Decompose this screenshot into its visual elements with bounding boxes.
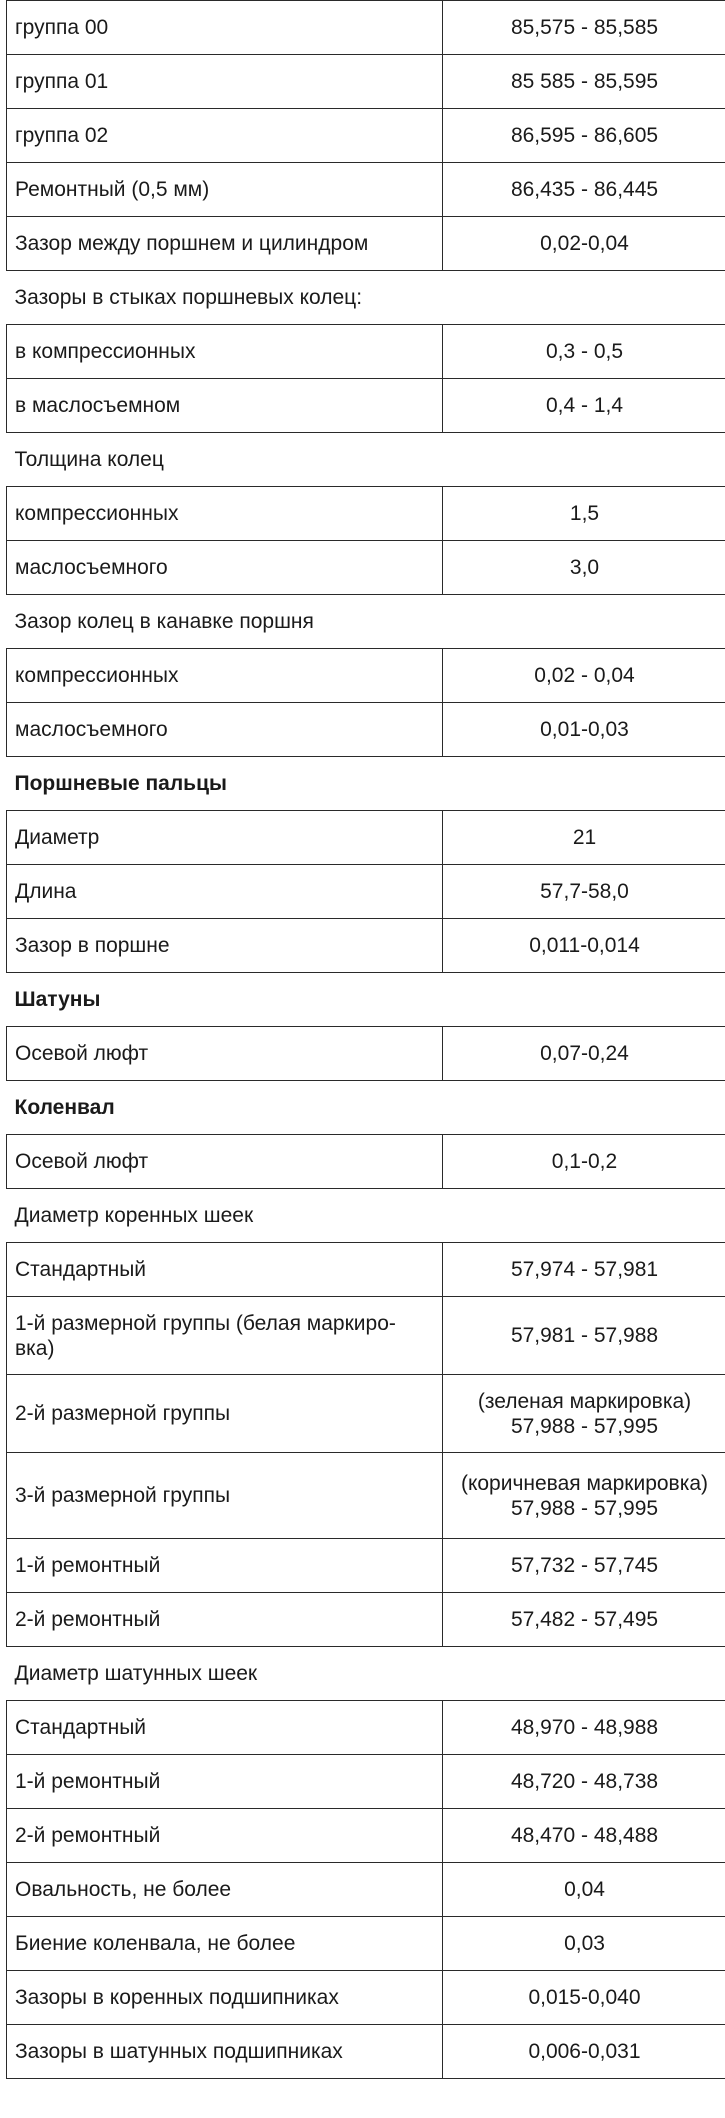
spec-label: Зазор между поршнем и цилиндром <box>7 217 443 271</box>
spec-label: группа 00 <box>7 1 443 55</box>
spec-value: 0,02-0,04 <box>443 217 725 271</box>
spec-row <box>7 1453 725 1539</box>
spec-value <box>443 1375 725 1453</box>
spec-row <box>7 1971 725 2025</box>
spec-value: 85 585 - 85,595 <box>443 55 725 109</box>
spec-value: 0,011-0,014 <box>443 919 725 973</box>
spec-row <box>7 1917 725 1971</box>
spec-label: компрессионных <box>7 649 443 703</box>
spec-label: Биение коленвала, не более <box>7 1917 443 1971</box>
spec-value: 0,006-0,031 <box>443 2025 725 2079</box>
spec-value: 1,5 <box>443 487 725 541</box>
subheader-row <box>7 433 725 487</box>
engine-spec-table <box>6 0 725 2079</box>
spec-value: 48,470 - 48,488 <box>443 1809 725 1863</box>
spec-label: группа 01 <box>7 55 443 109</box>
spec-label: Зазор в поршне <box>7 919 443 973</box>
subheader-title: Диаметр шатунных шеек <box>7 1647 725 1701</box>
spec-label: группа 02 <box>7 109 443 163</box>
spec-value-note: (зеленая маркировка) <box>477 1389 692 1413</box>
spec-row <box>7 217 725 271</box>
spec-value: 0,02 - 0,04 <box>443 649 725 703</box>
spec-label: 1-й ремонтный <box>7 1539 443 1593</box>
spec-label: Овальность, не более <box>7 1863 443 1917</box>
spec-value: 0,01-0,03 <box>443 703 725 757</box>
spec-row <box>7 325 725 379</box>
spec-row <box>7 1297 725 1375</box>
spec-row <box>7 1027 725 1081</box>
spec-row <box>7 1863 725 1917</box>
spec-value-range: 57,988 - 57,995 <box>510 1496 659 1520</box>
spec-row <box>7 919 725 973</box>
spec-row <box>7 1375 725 1453</box>
spec-label: 2-й ремонтный <box>7 1593 443 1647</box>
subheader-title: Зазоры в стыках поршневых колец: <box>7 271 725 325</box>
spec-label: 2-й ремонтный <box>7 1809 443 1863</box>
spec-value: 0,07-0,24 <box>443 1027 725 1081</box>
spec-row <box>7 1 725 55</box>
spec-row <box>7 1593 725 1647</box>
spec-label: в маслосъемном <box>7 379 443 433</box>
spec-label: 1-й размерной группы (белая маркиро-вка) <box>7 1297 443 1375</box>
spec-label: 3-й размерной группы <box>7 1453 443 1539</box>
spec-row <box>7 703 725 757</box>
spec-label: Диаметр <box>7 811 443 865</box>
spec-label: 1-й ремонтный <box>7 1755 443 1809</box>
spec-row <box>7 379 725 433</box>
spec-value-note: (коричневая маркировка) <box>460 1471 709 1495</box>
spec-row <box>7 865 725 919</box>
spec-row <box>7 1135 725 1189</box>
spec-value: 57,732 - 57,745 <box>443 1539 725 1593</box>
spec-row <box>7 649 725 703</box>
spec-label: Стандартный <box>7 1243 443 1297</box>
spec-label: Стандартный <box>7 1701 443 1755</box>
spec-value: 57,482 - 57,495 <box>443 1593 725 1647</box>
spec-value: 48,720 - 48,738 <box>443 1755 725 1809</box>
spec-table-body <box>7 1 725 2079</box>
spec-value: 57,7-58,0 <box>443 865 725 919</box>
spec-row <box>7 1701 725 1755</box>
spec-value <box>443 1453 725 1539</box>
spec-row <box>7 1755 725 1809</box>
subheader-row <box>7 1647 725 1701</box>
spec-value: 48,970 - 48,988 <box>443 1701 725 1755</box>
spec-label: маслосъемного <box>7 703 443 757</box>
subheader-row <box>7 595 725 649</box>
spec-value: 0,3 - 0,5 <box>443 325 725 379</box>
spec-label: маслосъемного <box>7 541 443 595</box>
subheader-row <box>7 271 725 325</box>
spec-value: 0,4 - 1,4 <box>443 379 725 433</box>
spec-row <box>7 1539 725 1593</box>
spec-label: в компрессионных <box>7 325 443 379</box>
spec-row <box>7 2025 725 2079</box>
section-title: Шатуны <box>7 973 725 1027</box>
spec-row <box>7 811 725 865</box>
spec-value: 85,575 - 85,585 <box>443 1 725 55</box>
spec-row <box>7 487 725 541</box>
subheader-row <box>7 1189 725 1243</box>
spec-value: 0,015-0,040 <box>443 1971 725 2025</box>
spec-value: 86,435 - 86,445 <box>443 163 725 217</box>
spec-value: 57,974 - 57,981 <box>443 1243 725 1297</box>
section-title: Коленвал <box>7 1081 725 1135</box>
spec-value: 0,04 <box>443 1863 725 1917</box>
spec-row <box>7 163 725 217</box>
subheader-title: Диаметр коренных шеек <box>7 1189 725 1243</box>
section-title: Поршневые пальцы <box>7 757 725 811</box>
spec-value: 57,981 - 57,988 <box>443 1297 725 1375</box>
spec-value: 86,595 - 86,605 <box>443 109 725 163</box>
spec-value: 21 <box>443 811 725 865</box>
section-header-row <box>7 757 725 811</box>
spec-value-range: 57,988 - 57,995 <box>510 1414 659 1438</box>
spec-label: 2-й размерной группы <box>7 1375 443 1453</box>
spec-label: Ремонтный (0,5 мм) <box>7 163 443 217</box>
subheader-title: Зазор колец в канавке поршня <box>7 595 725 649</box>
spec-label: Осевой люфт <box>7 1135 443 1189</box>
spec-row <box>7 109 725 163</box>
spec-value: 0,1-0,2 <box>443 1135 725 1189</box>
spec-label: Зазоры в коренных подшипниках <box>7 1971 443 2025</box>
section-header-row <box>7 1081 725 1135</box>
spec-value: 0,03 <box>443 1917 725 1971</box>
spec-label: Длина <box>7 865 443 919</box>
spec-row <box>7 55 725 109</box>
spec-row <box>7 1809 725 1863</box>
spec-row <box>7 541 725 595</box>
spec-value: 3,0 <box>443 541 725 595</box>
spec-label: Зазоры в шатунных подшипниках <box>7 2025 443 2079</box>
subheader-title: Толщина колец <box>7 433 725 487</box>
spec-label: компрессионных <box>7 487 443 541</box>
section-header-row <box>7 973 725 1027</box>
spec-row <box>7 1243 725 1297</box>
spec-label: Осевой люфт <box>7 1027 443 1081</box>
